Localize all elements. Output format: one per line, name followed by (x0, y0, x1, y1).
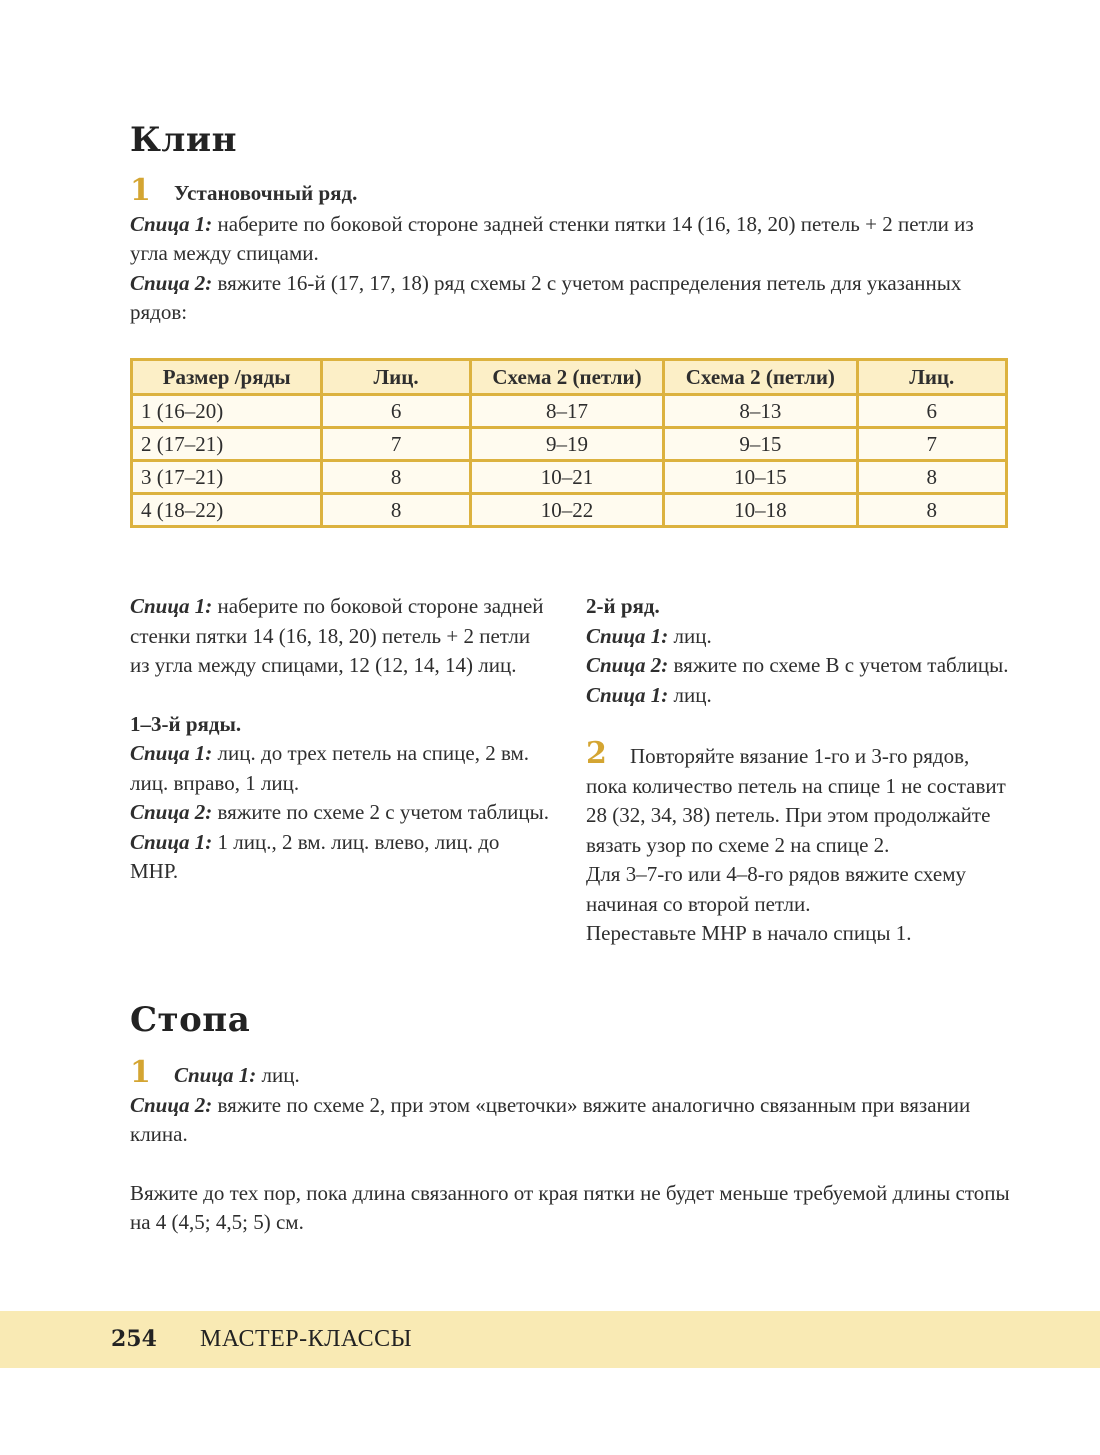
table-header: Лиц. (322, 360, 470, 395)
step2-text: Повторяйте вязание 1-го и 3-го рядов, пока количество петель на спице 1 не составит 28 (32, 34, 38) петель. При этом продолжайте вязать узор по схеме 2 на спице 2. (586, 744, 1006, 857)
table-header: Схема 2 (петли) (470, 360, 663, 395)
left-r2-text: вяжите по схеме 2 с учетом таблицы. (212, 800, 550, 824)
needle-label: Спица 1: (586, 623, 669, 648)
table-header-row (132, 360, 1007, 395)
table-cell: 8 (857, 494, 1007, 527)
rows-heading: 1–3-й ряды. (130, 711, 242, 736)
needle-label: Спица 1: (586, 682, 669, 707)
needle-label: Спица 2: (586, 653, 669, 677)
stopa-l1-text: лиц. (256, 1063, 300, 1087)
table-cell: 8–13 (664, 395, 857, 428)
step1-line2 (130, 269, 1010, 328)
table-row (132, 494, 1007, 527)
table-row (132, 428, 1007, 461)
left-p1-text: наберите по боковой стороне задней стенки пятки 14 (16, 18, 20) петель + 2 петли из угла между спицами, 12 (12, 14, 14) лиц. (130, 594, 544, 677)
table-cell: 10–22 (470, 494, 663, 527)
table-cell: 8–17 (470, 395, 663, 428)
step1-line2-text: вяжите 16-й (17, 17, 18) ряд схемы 2 с учетом распределения петель для указанных рядов: (130, 270, 962, 324)
table-cell: 1 (16–20) (132, 395, 322, 428)
stopa-l2-text: вяжите по схеме 2, при этом «цветочки» вяжите аналогично связанным при вязании клина. (130, 1092, 971, 1146)
table-header: Схема 2 (петли) (664, 360, 857, 395)
right-c (586, 681, 1011, 711)
step2-move: Переставьте МНР в начало спицы 1. (586, 921, 912, 945)
needle-label: Спица 1: (130, 594, 213, 618)
step-number: 1 (130, 173, 151, 208)
step1-line1-text: наберите по боковой стороне задней стенки пятки 14 (16, 18, 20) петель + 2 петли из угла между спицами. (130, 211, 974, 265)
table-cell: 7 (322, 428, 470, 461)
table-cell: 6 (857, 395, 1007, 428)
table-header: Размер /ряды (132, 360, 322, 395)
step-number: 1 (130, 1055, 151, 1090)
page-number: 254 (111, 1326, 157, 1352)
left-r3 (130, 828, 550, 887)
step-heading: Установочный ряд. (174, 181, 358, 205)
step1-line1 (130, 210, 1010, 269)
right-c-text: лиц. (668, 682, 712, 707)
stopa-l2 (130, 1091, 1015, 1150)
left-r3-text: 1 лиц., 2 вм. лиц. влево, лиц. до МНР. (130, 829, 500, 883)
needle-label: Спица 2: (130, 270, 213, 295)
left-r2 (130, 798, 550, 828)
klin-step1 (130, 173, 1010, 328)
section-title-stopa: Стопа (130, 1000, 251, 1040)
rows-table (130, 358, 1008, 528)
right-a (586, 622, 1011, 652)
left-p1 (130, 592, 550, 681)
left-column (130, 592, 550, 887)
needle-label: Спица 2: (130, 800, 213, 824)
table-row (132, 461, 1007, 494)
right-column (586, 592, 1011, 949)
right-b (586, 651, 1011, 681)
section-title-klin: Клин (130, 120, 238, 160)
table-cell: 10–21 (470, 461, 663, 494)
table-cell: 6 (322, 395, 470, 428)
running-title: МАСТЕР-КЛАССЫ (200, 1326, 413, 1352)
needle-label: Спица 1: (130, 741, 213, 765)
table-cell: 9–15 (664, 428, 857, 461)
table-cell: 4 (18–22) (132, 494, 322, 527)
needle-label: Спица 2: (130, 1092, 213, 1117)
right-b-text: вяжите по схеме В с учетом таблицы. (668, 653, 1009, 677)
step2-note: Для 3–7-го или 4–8-го рядов вяжите схему начиная со второй петли. (586, 862, 967, 916)
left-r1 (130, 739, 550, 798)
table-cell: 7 (857, 428, 1007, 461)
table-cell: 10–18 (664, 494, 857, 527)
left-r1-text: лиц. до трех петель на спице, 2 вм. лиц. вправо, 1 лиц. (130, 741, 530, 795)
needle-label: Спица 1: (174, 1063, 257, 1087)
table-cell: 8 (857, 461, 1007, 494)
table-header: Лиц. (857, 360, 1007, 395)
stopa-paragraph: Вяжите до тех пор, пока длина связанного от края пятки не будет меньше требуемой длины стопы на 4 (4,5; 4,5; 5) см. (130, 1180, 1010, 1234)
table-cell: 8 (322, 461, 470, 494)
row2-heading: 2-й ряд. (586, 594, 660, 618)
table-cell: 8 (322, 494, 470, 527)
table-cell: 9–19 (470, 428, 663, 461)
table-row (132, 395, 1007, 428)
page-footer (0, 1311, 1100, 1368)
step2 (586, 736, 1011, 860)
needle-label: Спица 1: (130, 211, 213, 236)
step-number: 2 (586, 736, 607, 771)
needle-label: Спица 1: (130, 829, 213, 854)
stopa-step1 (130, 1055, 1015, 1238)
right-a-text: лиц. (668, 623, 712, 648)
table-cell: 10–15 (664, 461, 857, 494)
table-cell: 2 (17–21) (132, 428, 322, 461)
table-cell: 3 (17–21) (132, 461, 322, 494)
